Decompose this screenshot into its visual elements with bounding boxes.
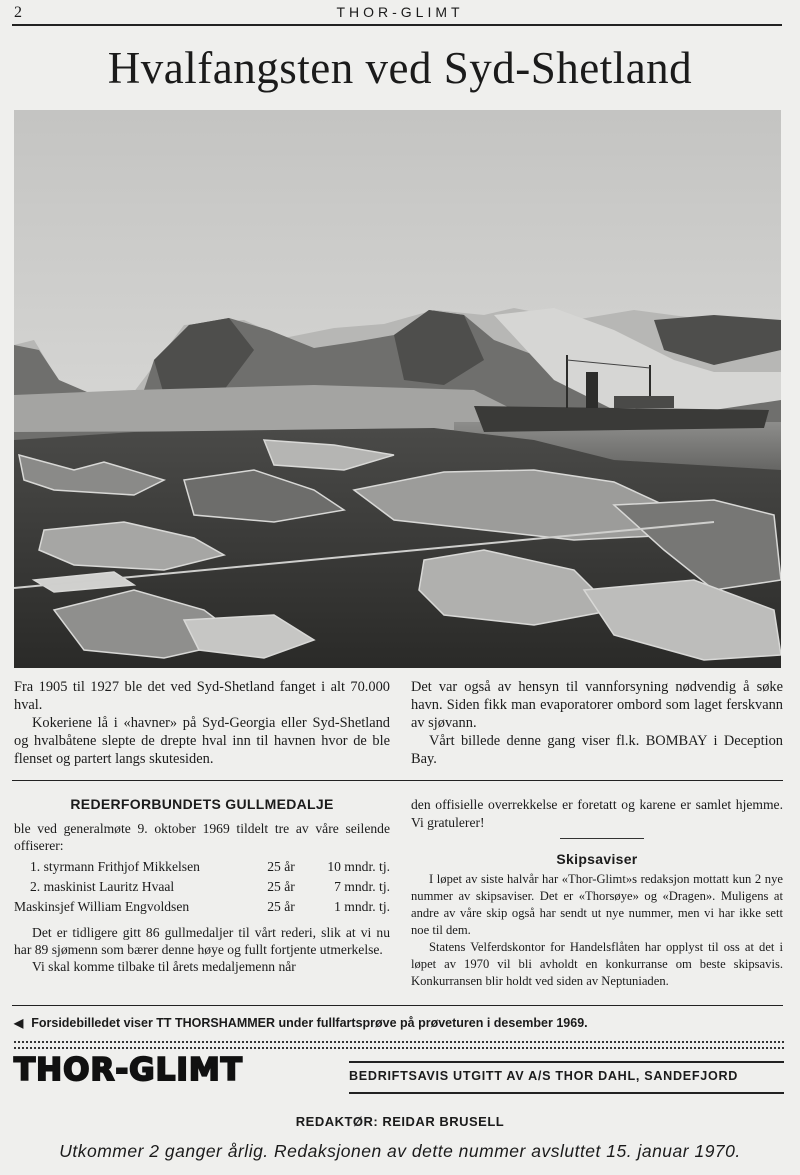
medal-paragraph: Vi skal komme tilbake til årets medaljemenn når	[32, 959, 296, 974]
left-arrow-icon: ◀	[14, 1016, 24, 1030]
cover-note-text: Forsidebilledet viser TT THORSHAMMER under fullfartsprøve på prøveturen i desember 1969.	[31, 1016, 588, 1030]
officer-years: 25 år	[267, 859, 295, 874]
officer-name: 1. styrmann Frithjof Mikkelsen	[30, 859, 200, 874]
medal-body	[14, 820, 390, 975]
caption-paragraph: Vårt billede denne gang viser fl.k. BOMBAY i Deception Bay.	[411, 733, 783, 767]
whaling-photo	[14, 110, 781, 668]
skipsaviser-paragraph: I løpet av siste halvår har «Thor-Glimt»s redaksjon mottatt kun 2 nye nummer av skipsaviser. Det er «Thorsøye» og «Dragen». Muligens at andre av våre skip også har sendt ut nye nummer, men vi har ikke sett noe til dem.	[411, 872, 783, 937]
publication-note: Utkommer 2 ganger årlig. Redaksjonen av dette nummer avsluttet 15. januar 1970.	[59, 1141, 741, 1161]
beach	[14, 385, 514, 432]
whaling-photo-illustration	[14, 110, 781, 668]
officer-years: 25 år	[267, 879, 295, 894]
caption-right-column	[411, 678, 783, 768]
officer-months: 10 mndr. tj.	[327, 859, 390, 874]
medal-intro: ble ved generalmøte 9. oktober 1969 tildelt tre av våre seilende offiserer:	[14, 821, 390, 853]
article-headline: Hvalfangsten ved Syd-Shetland	[107, 43, 693, 93]
dotted-rule	[14, 1047, 784, 1049]
column-divider-rule	[560, 838, 644, 839]
dotted-rule	[14, 1041, 784, 1043]
officer-months: 1 mndr. tj.	[334, 899, 390, 914]
medal-continuation	[411, 796, 783, 832]
medal-paragraph: Det er tidligere gitt 86 gullmedaljer til vårt rederi, slik at vi nu har 89 sjømenn som bærer denne høye og fullt fortjente utmerkelse.	[14, 925, 390, 957]
officer-row	[14, 878, 390, 898]
caption-paragraph: Det var også av hensyn til vannforsyning nødvendig å søke havn. Siden fikk man evaporatorer ombord som laget ferskvann av sjøvann.	[411, 679, 783, 731]
officer-name: 2. maskinist Lauritz Hvaal	[30, 879, 175, 894]
medal-heading: REDERFORBUNDETS GULLMEDALJE	[70, 796, 334, 812]
skipsaviser-paragraph: Statens Velferdskontor for Handelsflåten har opplyst til oss at det i løpet av 1970 vil bli avholdt en konkurranse om beste skipsavis. Konkurransen blir holdt ved siden av Neptuniaden.	[411, 940, 783, 988]
officer-row	[14, 898, 390, 918]
masthead-logo: THOR-GLIMT	[14, 1052, 243, 1088]
masthead-rule	[349, 1061, 784, 1063]
officers-table	[14, 858, 390, 918]
skipsaviser-body	[411, 871, 783, 990]
header-rule	[12, 24, 782, 26]
masthead-rule	[349, 1092, 784, 1094]
section-rule	[12, 1005, 783, 1006]
caption-left-column	[14, 678, 390, 768]
officer-name: Maskinsjef William Engvoldsen	[14, 899, 190, 914]
cover-note	[14, 1016, 784, 1030]
masthead-tagline: BEDRIFTSAVIS UTGITT AV A/S THOR DAHL, SANDEFJORD	[349, 1069, 739, 1083]
officer-months: 7 mndr. tj.	[334, 879, 390, 894]
caption-paragraph: Kokeriene lå i «havner» på Syd-Georgia eller Syd-Shetland og hvalbåtene slepte de drepte hval inn til havnen hvor de ble flenset og partert langs skutesiden.	[14, 715, 390, 767]
editor-line: REDAKTØR: REIDAR BRUSELL	[295, 1114, 505, 1129]
medal-continuation-text: den offisielle overrekkelse er foretatt og karene er samlet hjemme. Vi gratulerer!	[411, 797, 783, 830]
page-number: 2	[14, 4, 22, 21]
running-title: THOR-GLIMT	[336, 4, 464, 20]
caption-paragraph: Fra 1905 til 1927 ble det ved Syd-Shetland fanget i alt 70.000 hval.	[14, 679, 390, 713]
section-rule	[12, 780, 783, 781]
officer-years: 25 år	[267, 899, 295, 914]
officer-row	[14, 858, 390, 878]
skipsaviser-heading: Skipsaviser	[556, 851, 638, 867]
